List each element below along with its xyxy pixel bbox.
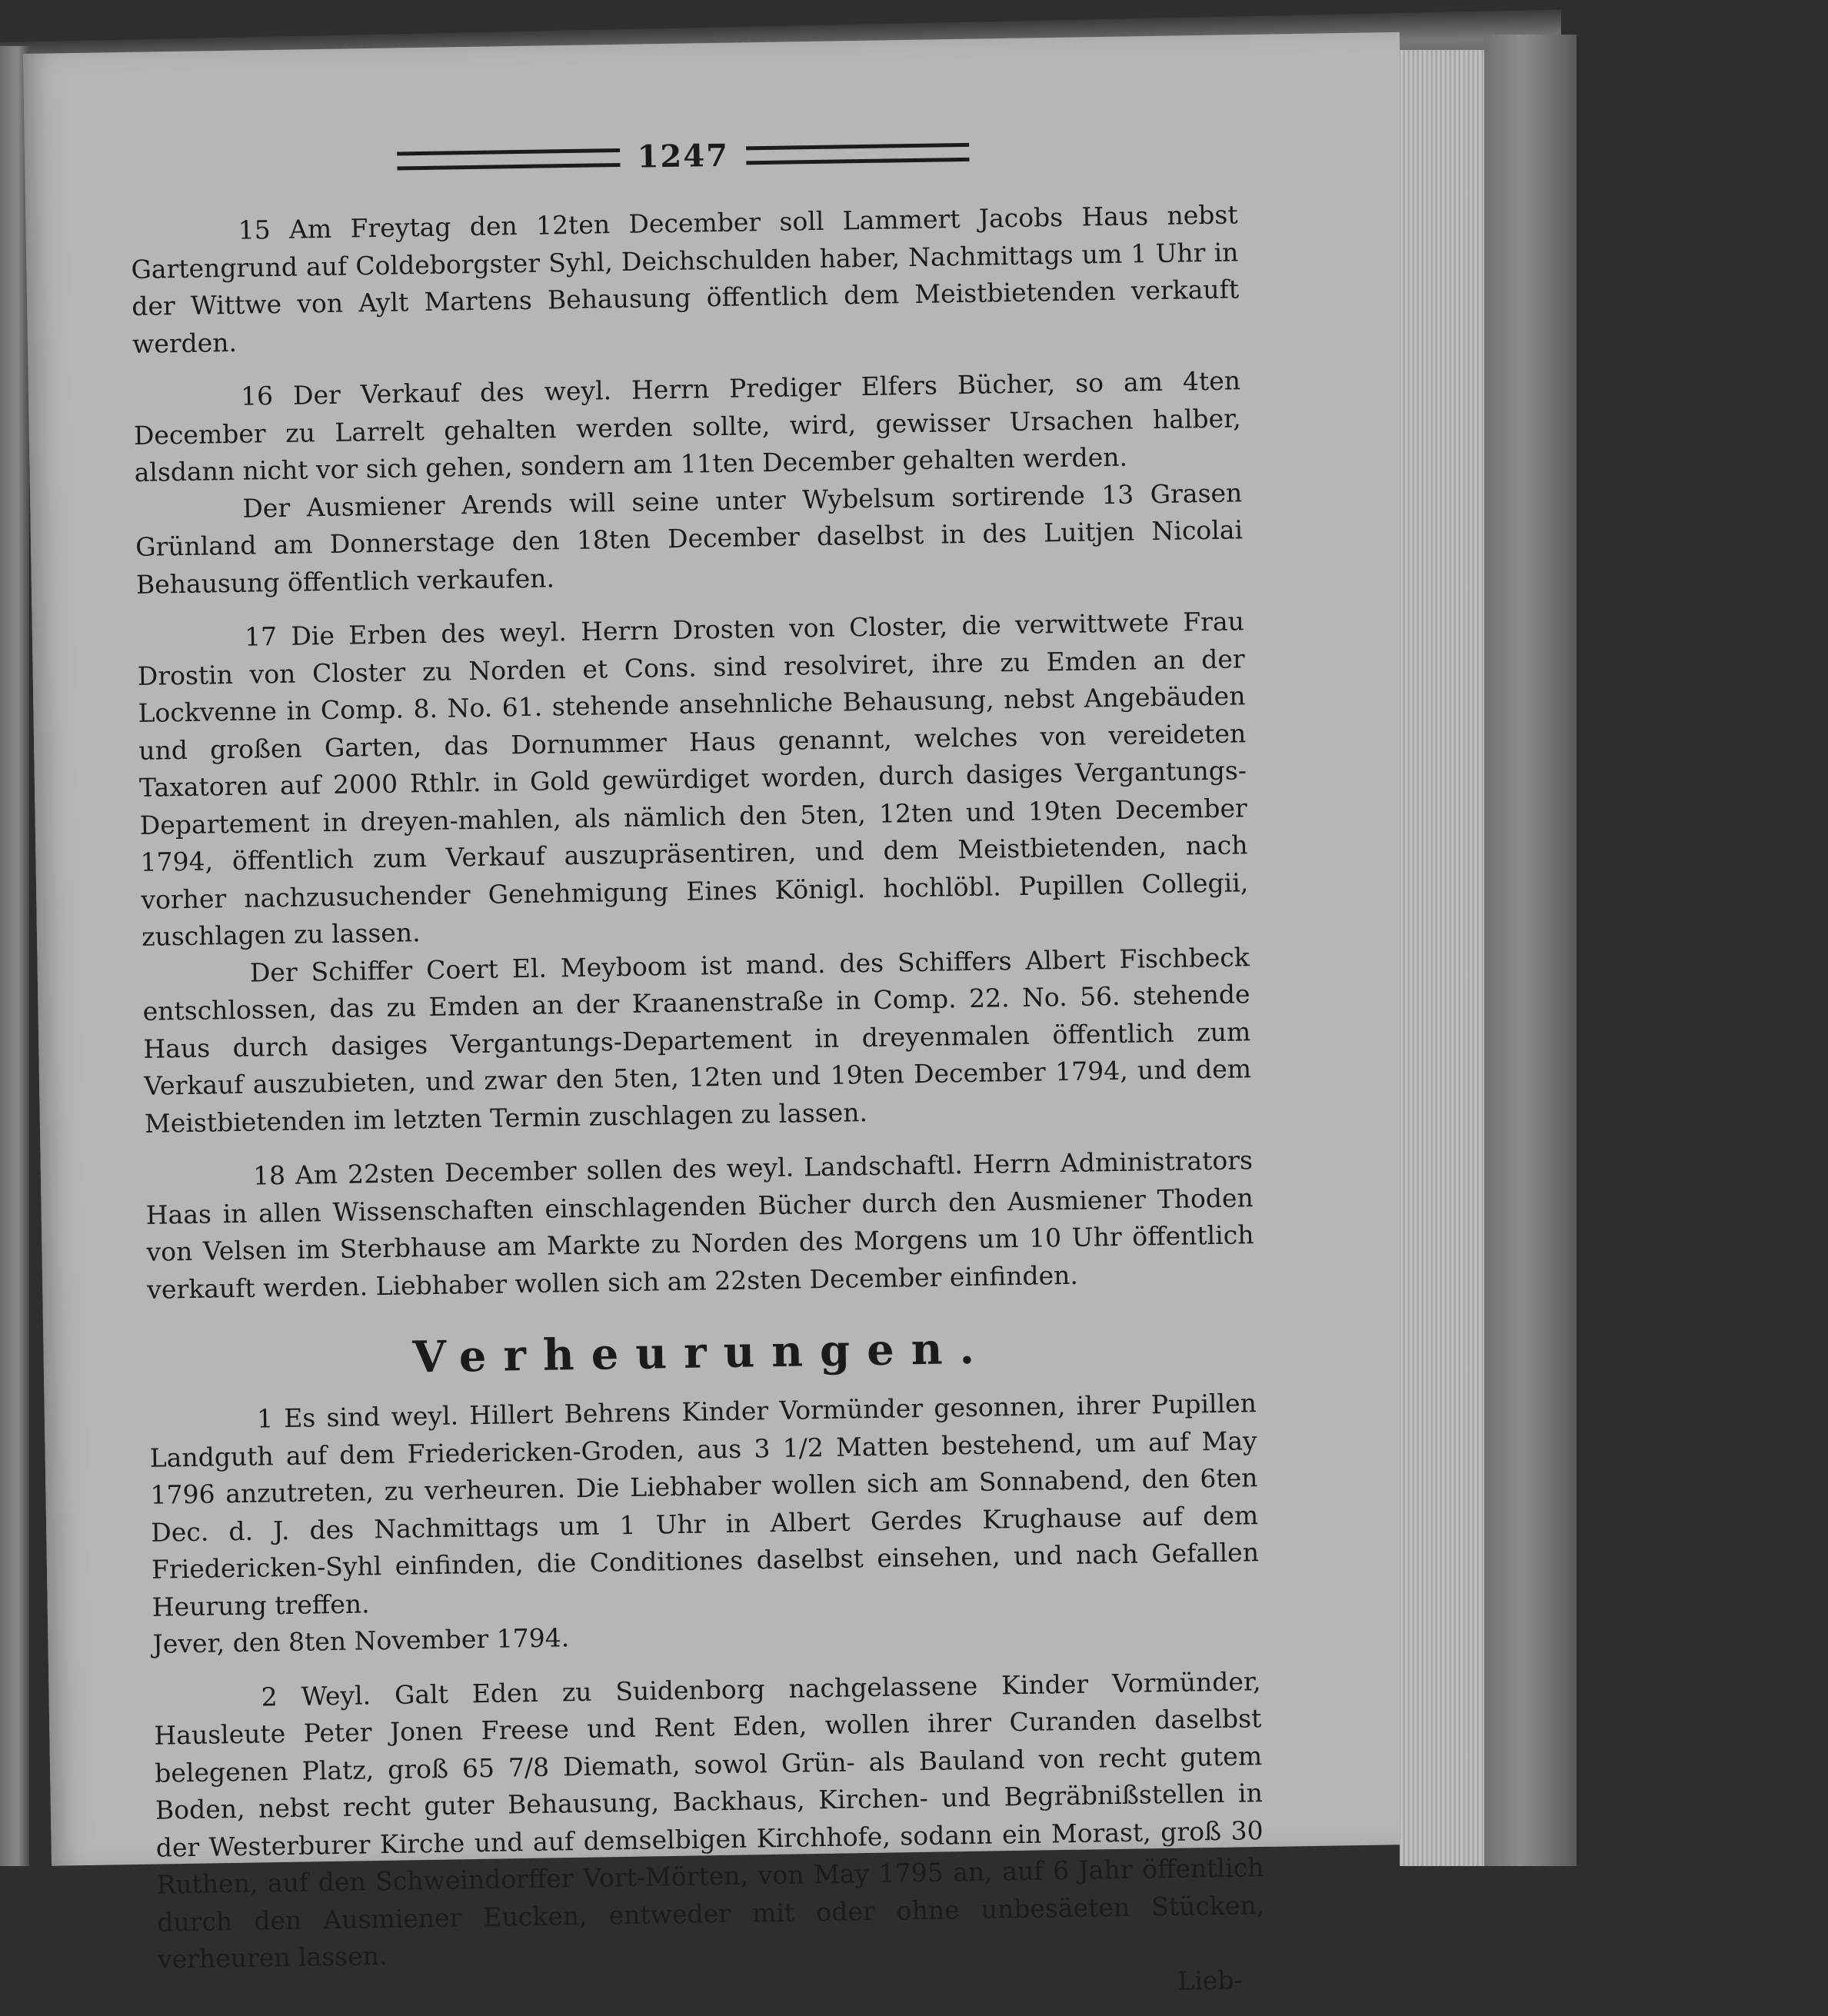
page-number: 1247 xyxy=(637,137,730,175)
entry-text: Am 22sten December sollen des weyl. Landschaftl. Herrn Administrators Haas in allen Wissenschaften einschlagenden Bücher durch den Ausmiener Thoden von Velsen im Sterbhause am Markte zu Norden des Morgens um 10 Uhr öffentlich verkauft werden. Liebhaber wollen sich am 22sten December einfinden. xyxy=(145,1145,1254,1305)
entry-17 xyxy=(137,603,1250,956)
left-page-edge xyxy=(0,46,29,1866)
entry-number: 1 xyxy=(256,1403,274,1434)
entry-number: 16 xyxy=(240,381,274,411)
section-title: Verheurungen. xyxy=(412,1322,992,1383)
entry-number: 18 xyxy=(252,1159,286,1191)
entry-16 xyxy=(133,362,1242,491)
entry-text: Der Schiffer Coert El. Meyboom ist mand. des Schiffers Albert Fischbeck entschlossen, das zu Emden an der Kraanenstraße in Comp. 22. No. 56. stehende Haus durch dasiges Vergantungs-Departement in dreyenmalen öffentlich zum Verkauf auszubieten, und zwar den 5ten, 12ten und 19ten December 1794, und dem Meistbietenden im letzten Termin zuschlagen zu lassen. xyxy=(142,941,1252,1139)
entry-18 xyxy=(145,1142,1255,1309)
entry-text: Weyl. Galt Eden zu Suidenborg nachgelassene Kinder Vormünder, Hausleute Peter Jonen Freese und Rent Eden, wollen ihrer Curanden daselbst belegenen Platz, groß 65 7/8 Diemath, sowol Grün- als Bauland von recht gutem Boden, nebst recht guter Behausung, Backhaus, Kirchen- und Begräbnißstellen in der Westerburer Kirche und auf demselbigen Kirchhofe, sodann ein Morast, groß 30 Ruthen, auf den Schweindorffer Vort-Mörten, von May 1795 an, auf 6 Jahr öffentlich durch den Ausmiener Eucken, entweder mit oder ohne unbesäeten Stücken, verheuren lassen. xyxy=(154,1665,1265,1974)
header-rule-right xyxy=(746,143,969,165)
entry-number: 15 xyxy=(238,215,271,245)
entry-text: Es sind weyl. Hillert Behrens Kinder Vormünder gesonnen, ihrer Pupillen Landguth auf dem Friedericken-Groden, aus 3 1/2 Matten bestehend, um auf May 1796 anzutreten, zu verheuren. Die Liebhaber wollen sich am Sonnabend, den 6ten Dec. d. J. des Nachmittags um 1 Uhr in Albert Gerdes Krughause auf dem Friedericken-Syhl einfinden, die Conditiones daselbst einsehen, und nach Gefallen Heurung treffen. xyxy=(149,1388,1260,1622)
page-text xyxy=(129,128,1266,2015)
entry-15 xyxy=(130,196,1240,363)
rental-1 xyxy=(149,1385,1260,1626)
entry-text: Der Ausmiener Arends will seine unter Wybelsum sortirende 13 Grasen Grünland am Donnerstage den 18ten December daselbst in des Luitjen Nicolai Behausung öffentlich verkaufen. xyxy=(135,477,1244,600)
entry-text: Die Erben des weyl. Herrn Drosten von Closter, die verwittwete Frau Drostin von Closter zu Norden et Cons. sind resolviret, ihre zu Emden an der Lockvenne in Comp. 8. No. 61. stehende ansehnliche Behausung, nebst Angebäuden und großen Garten, das Dornummer Haus genannt, welches von vereideten Taxatoren auf 2000 Rthlr. in Gold gewürdiget worden, durch dasiges Vergantungs-Departement in dreyen-mahlen, als nämlich den 5ten, 12ten und 19ten December 1794, öffentlich zum Verkauf auszupräsentiren, und dem Meistbietenden, nach vorher nachzusuchender Genehmigung Eines Königl. hochlöbl. Pupillen Collegii, zuschlagen zu lassen. xyxy=(137,606,1249,952)
entry-text: Jever, den 8ten November 1794. xyxy=(152,1622,570,1659)
rental-2 xyxy=(153,1663,1265,1979)
entry-number: 2 xyxy=(261,1681,278,1712)
entry-17-note xyxy=(142,939,1253,1143)
entry-text: Am Freytag den 12ten December soll Lammert Jacobs Haus nebst Gartengrund auf Coldeborgster Syhl, Deichschulden haber, Nachmittags um 1 Uhr in der Wittwe von Aylt Martens Behausung öffentlich dem Meistbietenden verkauft werden. xyxy=(131,199,1240,359)
entry-number: 17 xyxy=(244,621,278,652)
entry-16-note xyxy=(135,474,1244,604)
header-rule-left xyxy=(397,148,620,171)
page-block-edges xyxy=(1400,50,1484,1866)
catchword: Lieb- xyxy=(1177,1964,1243,1996)
book-cover-right xyxy=(1484,35,1577,1866)
entry-text: Der Verkauf des weyl. Herrn Prediger Elfers Bücher, so am 4ten December zu Larrelt gehalten werden sollte, wird, gewisser Ursachen halber, alsdann nicht vor sich gehen, sondern am 11ten December gehalten werden. xyxy=(133,365,1242,487)
